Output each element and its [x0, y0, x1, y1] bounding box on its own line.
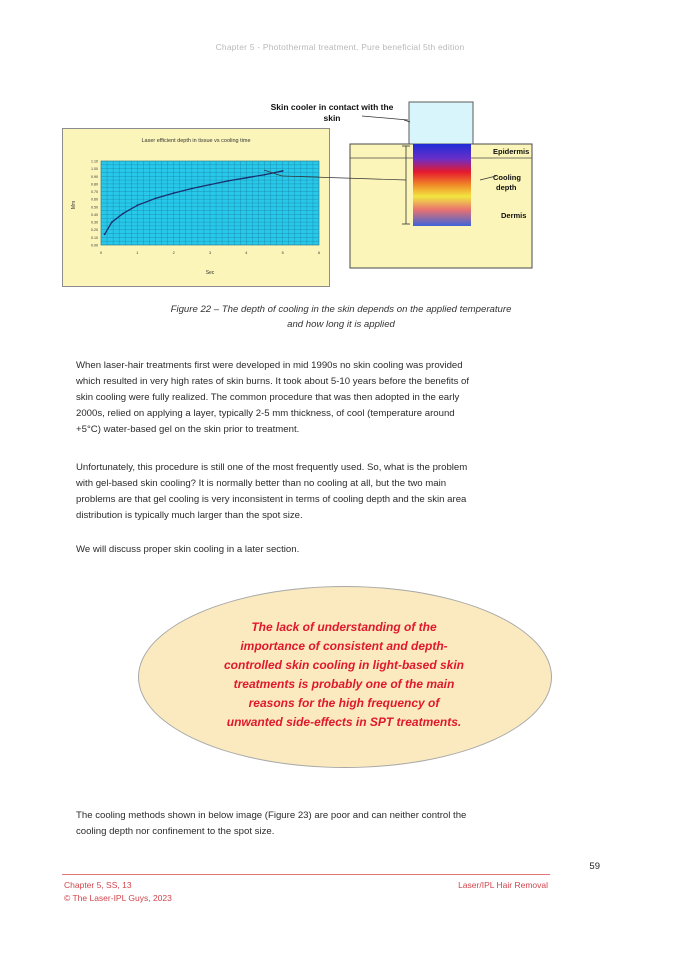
y-tick-label: 1.10 — [91, 159, 98, 164]
figure-connector — [0, 0, 680, 300]
y-tick-label: 0.70 — [91, 190, 98, 195]
y-tick-label: 0.60 — [91, 197, 98, 202]
paragraph-line: which resulted in very high rates of skin burns. It took about 5-10 years before the benefits of — [76, 376, 470, 387]
y-tick-label: 0.30 — [91, 220, 98, 225]
paragraph-line: Unfortunately, this procedure is still one of the most frequently used. So, what is the problem — [76, 462, 468, 473]
highlight-line: reasons for the high frequency of — [248, 696, 440, 710]
label-epidermis: Epidermis — [493, 147, 530, 156]
paragraph-line: 2000s, relied on applying a layer, typically 2-5 mm thickness, of cool (temperature around — [76, 408, 455, 419]
y-tick-label: 0.90 — [91, 174, 98, 179]
paragraph-4 — [76, 808, 602, 840]
highlight-line: controlled skin cooling in light-based skin — [223, 658, 465, 672]
footer-divider — [62, 874, 550, 875]
label-cooling-line1: Cooling — [493, 173, 521, 182]
highlight-line: unwanted side-effects in SPT treatments. — [226, 715, 462, 729]
callout-skin-cooler: Skin cooler in contact with the skin — [270, 102, 394, 123]
footer-chapter: Chapter 5, SS, 13 — [64, 880, 132, 890]
y-tick-label: 0.00 — [91, 243, 98, 248]
y-tick-label: 0.50 — [91, 205, 98, 210]
x-tick-label: 3 — [208, 251, 212, 255]
x-tick-label: 0 — [99, 251, 103, 255]
highlight-callout-text — [188, 618, 500, 732]
paragraph-1 — [76, 358, 602, 438]
label-cooling-line2: depth — [496, 183, 517, 192]
paragraph-line: When laser-hair treatments first were developed in mid 1990s no skin cooling was provided — [76, 360, 463, 371]
paragraph-line: The cooling methods shown in below image (Figure 23) are poor and can neither control the — [76, 810, 467, 821]
highlight-line: The lack of understanding of the — [251, 620, 437, 634]
paragraph-line: skin cooling were fully realized. The common procedure that was then adopted in the early — [76, 392, 460, 403]
paragraph-2 — [76, 460, 602, 524]
paragraph-line: cooling depth nor confinement to the spot size. — [76, 826, 275, 837]
page-number: 59 — [589, 861, 600, 872]
running-header: Chapter 5 - Photothermal treatment. Pure beneficial 5th edition — [215, 42, 465, 52]
paragraph-line: +5°C) water-based gel on the skin prior to treatment. — [76, 424, 300, 435]
x-tick-label: 4 — [245, 251, 248, 255]
label-dermis: Dermis — [501, 211, 527, 220]
y-tick-label: 0.40 — [91, 212, 98, 217]
chart-ylabel: Mm — [71, 200, 77, 210]
paragraph-line: distribution is typically much larger than the spot size. — [76, 510, 303, 521]
paragraph-3: We will discuss proper skin cooling in a later section. — [76, 544, 300, 555]
chart-title: Laser efficient depth in tissue vs cooling time — [141, 138, 251, 144]
y-tick-label: 1.00 — [91, 167, 98, 172]
paragraph-line: with gel-based skin cooling? It is normally better than no cooling at all, but the two main — [76, 478, 447, 489]
y-tick-label: 0.20 — [91, 228, 98, 233]
chart-xlabel: Sec — [205, 270, 215, 276]
y-tick-label: 0.80 — [91, 182, 98, 187]
x-tick-label: 6 — [317, 251, 321, 255]
highlight-line: importance of consistent and depth- — [240, 639, 448, 653]
x-tick-label: 5 — [281, 251, 284, 255]
caption-line-2: and how long it is applied — [287, 319, 395, 330]
caption-line-1: Figure 22 – The depth of cooling in the skin depends on the applied temperature — [170, 304, 512, 315]
footer-book-title: Laser/IPL Hair Removal — [458, 880, 548, 890]
x-tick-label: 1 — [136, 251, 139, 255]
x-tick-label: 2 — [172, 251, 175, 255]
highlight-line: treatments is probably one of the main — [233, 677, 455, 691]
y-tick-label: 0.10 — [91, 235, 98, 240]
paragraph-line: problems are that gel cooling is very inconsistent in terms of cooling depth and the skin area — [76, 494, 467, 505]
figure-caption — [86, 302, 596, 332]
footer-copyright: © The Laser-IPL Guys, 2023 — [64, 893, 172, 903]
